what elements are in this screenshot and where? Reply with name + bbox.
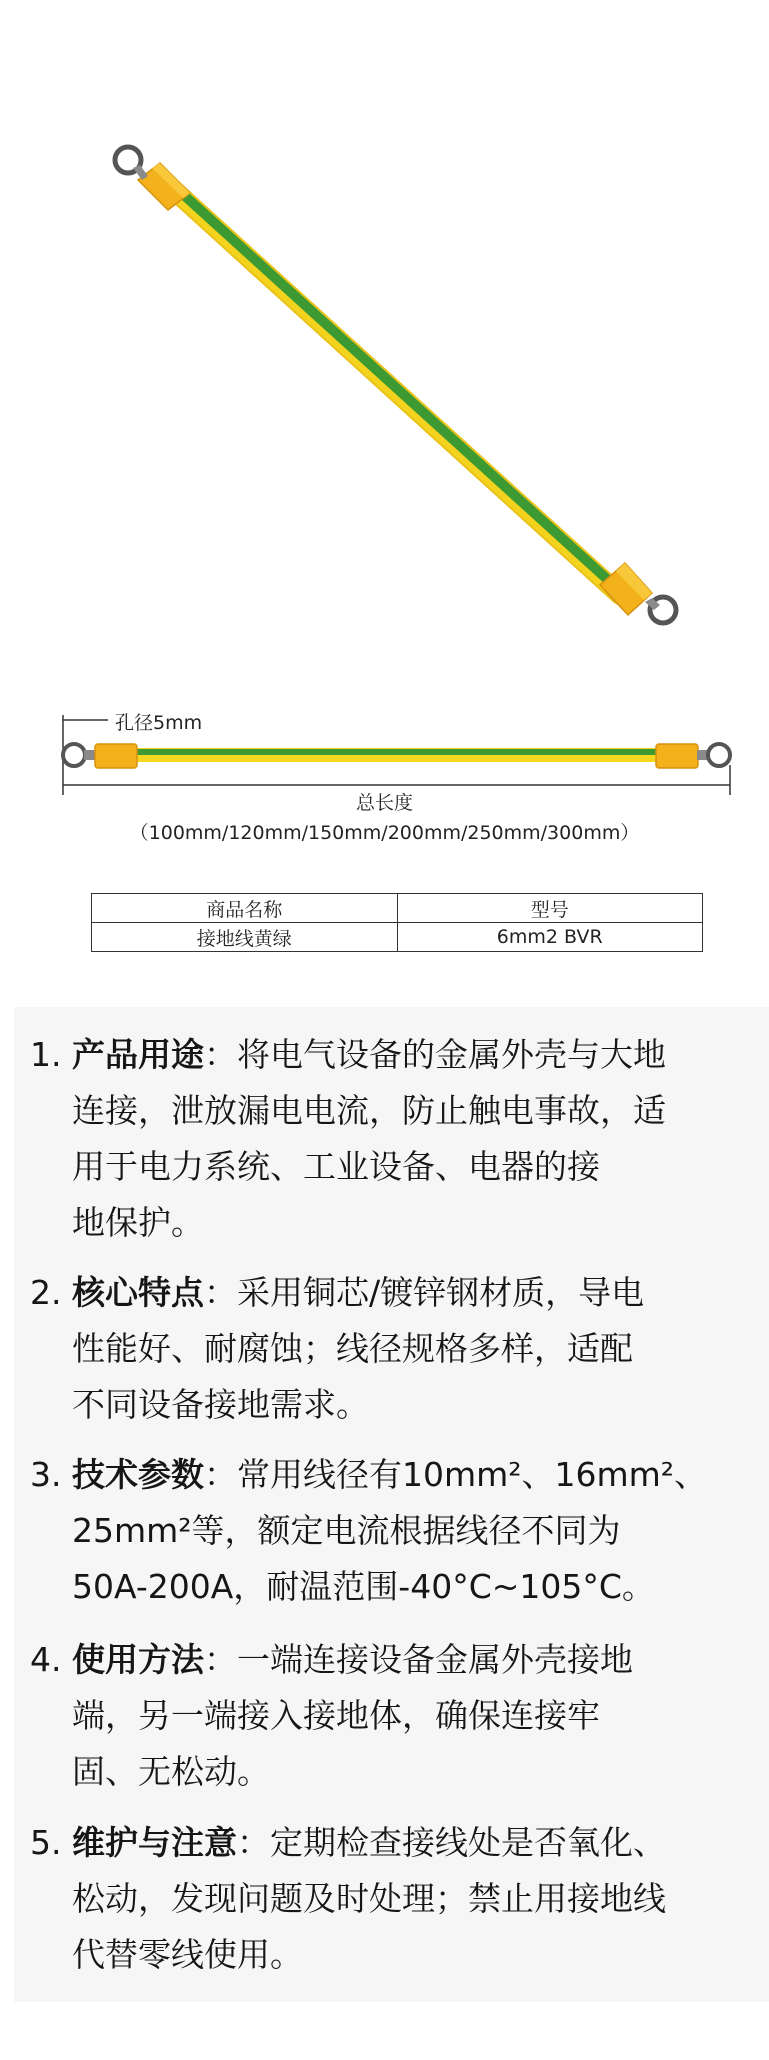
cell-product-name: 接地线黄绿 <box>92 923 398 952</box>
spec-table-header-row <box>92 894 703 923</box>
item-number: 1. <box>30 1035 62 1074</box>
ground-wire-illustration <box>0 0 769 1005</box>
item-text: 50A-200A，耐温范围-40°C~105°C。 <box>72 1567 655 1606</box>
item-text: 将电气设备的金属外壳与大地 <box>237 1035 666 1074</box>
item-title: 维护与注意 <box>72 1823 237 1862</box>
spec-table-row <box>92 923 703 952</box>
item-number: 3. <box>30 1455 62 1494</box>
item-text: 用于电力系统、工业设备、电器的接 <box>72 1147 600 1186</box>
item-number: 2. <box>30 1273 62 1312</box>
item-title: 使用方法 <box>72 1640 204 1679</box>
item-text: 采用铜芯/镀锌钢材质，导电 <box>237 1273 645 1312</box>
product-info-panel: 1. 产品用途：将电气设备的金属外壳与大地 连接，泄放漏电电流，防止触电事故，适 用于电力系统、工业设备、电器的接 地保护。 2. 核心特点：采用铜芯/镀锌钢材质，导电 性能好、耐腐蚀；线径规格多样，适配 不同设备接地需求。 3. 技术参数：常用线径有10mm²、16mm²、 25mm²等，额定电流根据线径不同为 50A-200A，耐温范围-40°C~105°C。 4. 使用方法：一端连接设备金属外壳接地 端，另一端接入接地体，确保连接牢 固、无松动。 5. 维护与注意：定期检查接线处是否氧化、 松动，发现问题及时处理；禁止用接地线 代替零线使用。 <box>14 1007 769 2002</box>
item-title: 产品用途 <box>72 1035 204 1074</box>
cell-model: 6mm2 BVR <box>397 923 703 952</box>
item-number: 4. <box>30 1640 62 1679</box>
item-text: 常用线径有10mm²、16mm²、 <box>237 1455 708 1494</box>
length-options-label: （100mm/120mm/150mm/200mm/250mm/300mm） <box>129 822 640 844</box>
item-text: 端，另一端接入接地体，确保连接牢 <box>72 1696 600 1735</box>
diagonal-ground-wire <box>115 147 676 623</box>
item-text: 松动，发现问题及时处理；禁止用接地线 <box>72 1879 666 1918</box>
item-text: 代替零线使用。 <box>72 1935 303 1974</box>
header-product-name: 商品名称 <box>92 894 398 923</box>
item-text: 定期检查接线处是否氧化、 <box>270 1823 666 1862</box>
item-number: 5. <box>30 1823 62 1862</box>
total-length-label: 总长度 <box>355 792 413 814</box>
item-text: 固、无松动。 <box>72 1752 270 1791</box>
hole-diameter-label: 孔径5mm <box>115 712 203 734</box>
item-text: 性能好、耐腐蚀；线径规格多样，适配 <box>72 1329 633 1368</box>
item-text: 地保护。 <box>72 1203 204 1242</box>
item-text: 25mm²等，额定电流根据线径不同为 <box>72 1511 621 1550</box>
item-title: 核心特点 <box>72 1273 204 1312</box>
item-title: 技术参数 <box>72 1455 204 1494</box>
header-model: 型号 <box>397 894 703 923</box>
item-text: 不同设备接地需求。 <box>72 1385 369 1424</box>
product-image <box>0 0 769 1005</box>
item-text: 一端连接设备金属外壳接地 <box>237 1640 633 1679</box>
spec-table <box>91 893 703 952</box>
item-text: 连接，泄放漏电电流，防止触电事故，适 <box>72 1091 666 1130</box>
